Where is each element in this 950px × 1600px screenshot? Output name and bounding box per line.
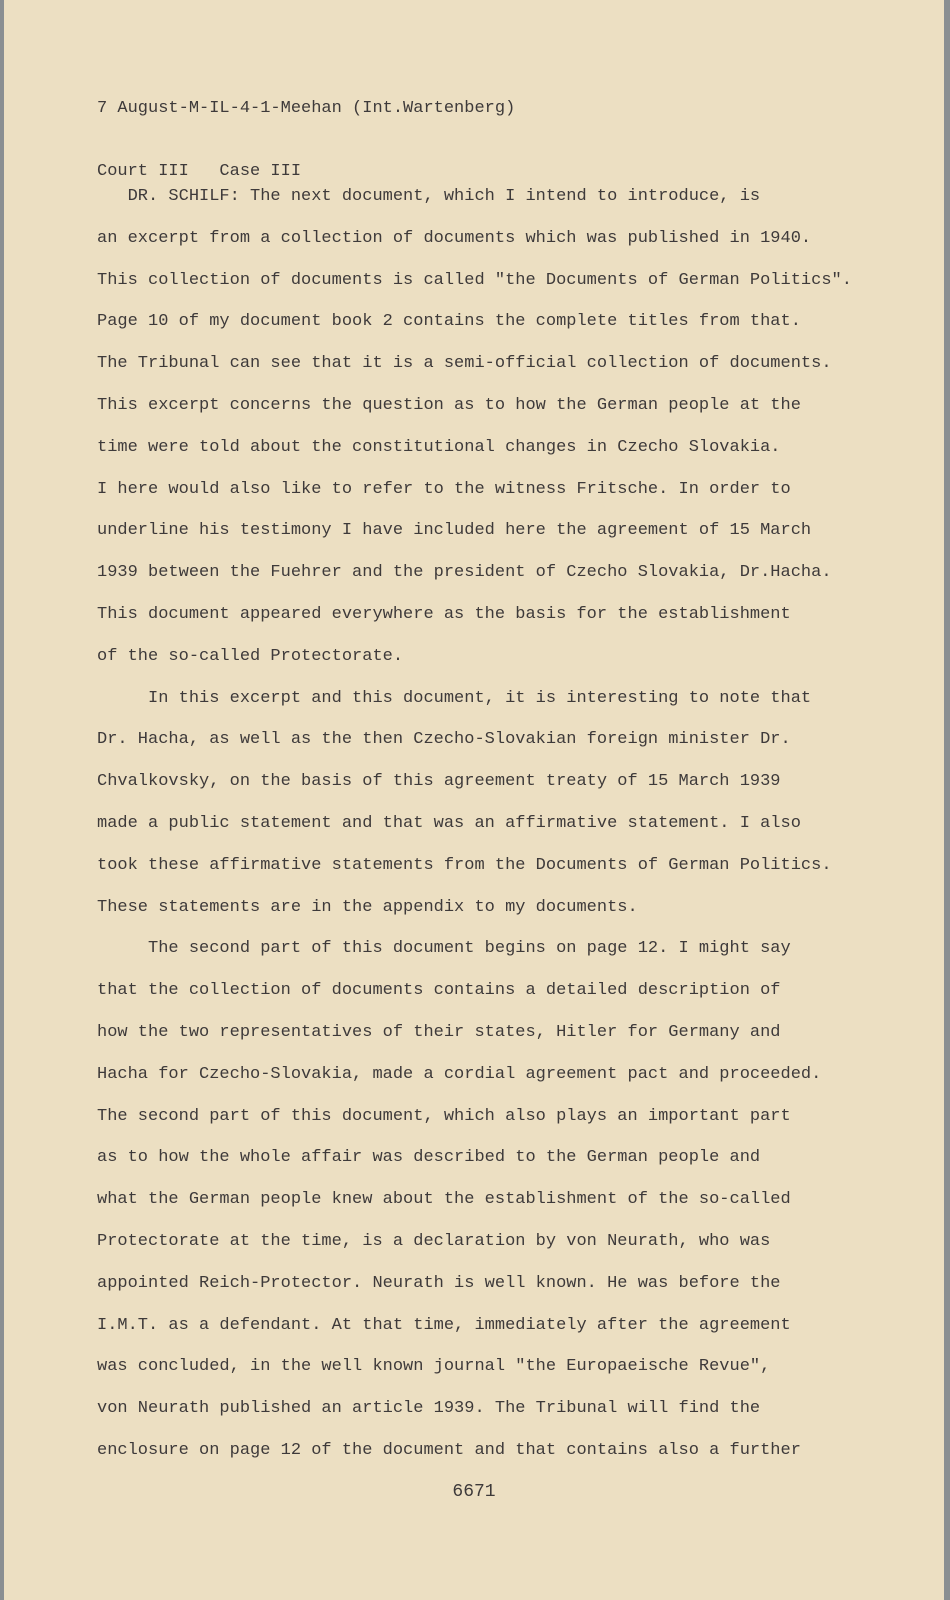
text-line: This document appeared everywhere as the basis for the establishment bbox=[97, 604, 791, 624]
text-line: Protectorate at the time, is a declaration by von Neurath, who was bbox=[97, 1231, 771, 1251]
text-line: Page 10 of my document book 2 contains the complete titles from that. bbox=[97, 312, 801, 332]
text-line: was concluded, in the well known journal "the Europaeische Revue", bbox=[97, 1357, 771, 1377]
text-line: appointed Reich-Protector. Neurath is well known. He was before the bbox=[97, 1273, 781, 1293]
text-line: In this excerpt and this document, it is interesting to note that bbox=[97, 688, 812, 708]
text-line: enclosure on page 12 of the document and that contains also a further bbox=[97, 1440, 801, 1460]
text-line: time were told about the constitutional changes in Czecho Slovakia. bbox=[97, 437, 781, 457]
header-line-1: 7 August-M-IL-4-1-Meehan (Int.Wartenberg) bbox=[97, 99, 516, 118]
text-line: Hacha for Czecho-Slovakia, made a cordial agreement pact and proceeded. bbox=[97, 1064, 822, 1084]
text-line: that the collection of documents contains a detailed description of bbox=[97, 981, 781, 1001]
text-line: The second part of this document, which also plays an important part bbox=[97, 1106, 791, 1126]
text-line: underline his testimony I have included here the agreement of 15 March bbox=[97, 521, 812, 541]
text-line: DR. SCHILF: The next document, which I intend to introduce, is bbox=[97, 187, 761, 206]
text-line: These statements are in the appendix to my documents. bbox=[97, 897, 638, 917]
document-page bbox=[4, 0, 944, 1600]
text-line: 1939 between the Fuehrer and the president of Czecho Slovakia, Dr.Hacha. bbox=[97, 563, 832, 583]
text-line: made a public statement and that was an affirmative statement. I also bbox=[97, 813, 801, 833]
page-number: 6671 bbox=[452, 1482, 496, 1502]
transcript-body bbox=[97, 176, 887, 1472]
text-line: I.M.T. as a defendant. At that time, immediately after the agreement bbox=[97, 1315, 791, 1335]
text-line: This collection of documents is called "the Documents of German Politics". bbox=[97, 270, 852, 290]
text-line: The Tribunal can see that it is a semi-official collection of documents. bbox=[97, 354, 832, 374]
text-line: This excerpt concerns the question as to how the German people at the bbox=[97, 395, 801, 415]
text-line: how the two representatives of their states, Hitler for Germany and bbox=[97, 1022, 781, 1042]
text-line: von Neurath published an article 1939. The Tribunal will find the bbox=[97, 1399, 761, 1419]
text-line: took these affirmative statements from the Documents of German Politics. bbox=[97, 855, 832, 875]
text-line: as to how the whole affair was described to the German people and bbox=[97, 1148, 761, 1168]
text-line: what the German people knew about the establishment of the so-called bbox=[97, 1190, 791, 1210]
header-line-2: Court III Case III bbox=[97, 162, 302, 181]
text-line: Chvalkovsky, on the basis of this agreement treaty of 15 March 1939 bbox=[97, 772, 781, 792]
text-line: Dr. Hacha, as well as the then Czecho-Slovakian foreign minister Dr. bbox=[97, 730, 791, 750]
text-line: of the so-called Protectorate. bbox=[97, 646, 404, 666]
text-line: I here would also like to refer to the witness Fritsche. In order to bbox=[97, 479, 791, 499]
text-line: The second part of this document begins on page 12. I might say bbox=[97, 939, 791, 959]
text-line: an excerpt from a collection of documents which was published in 1940. bbox=[97, 228, 812, 248]
